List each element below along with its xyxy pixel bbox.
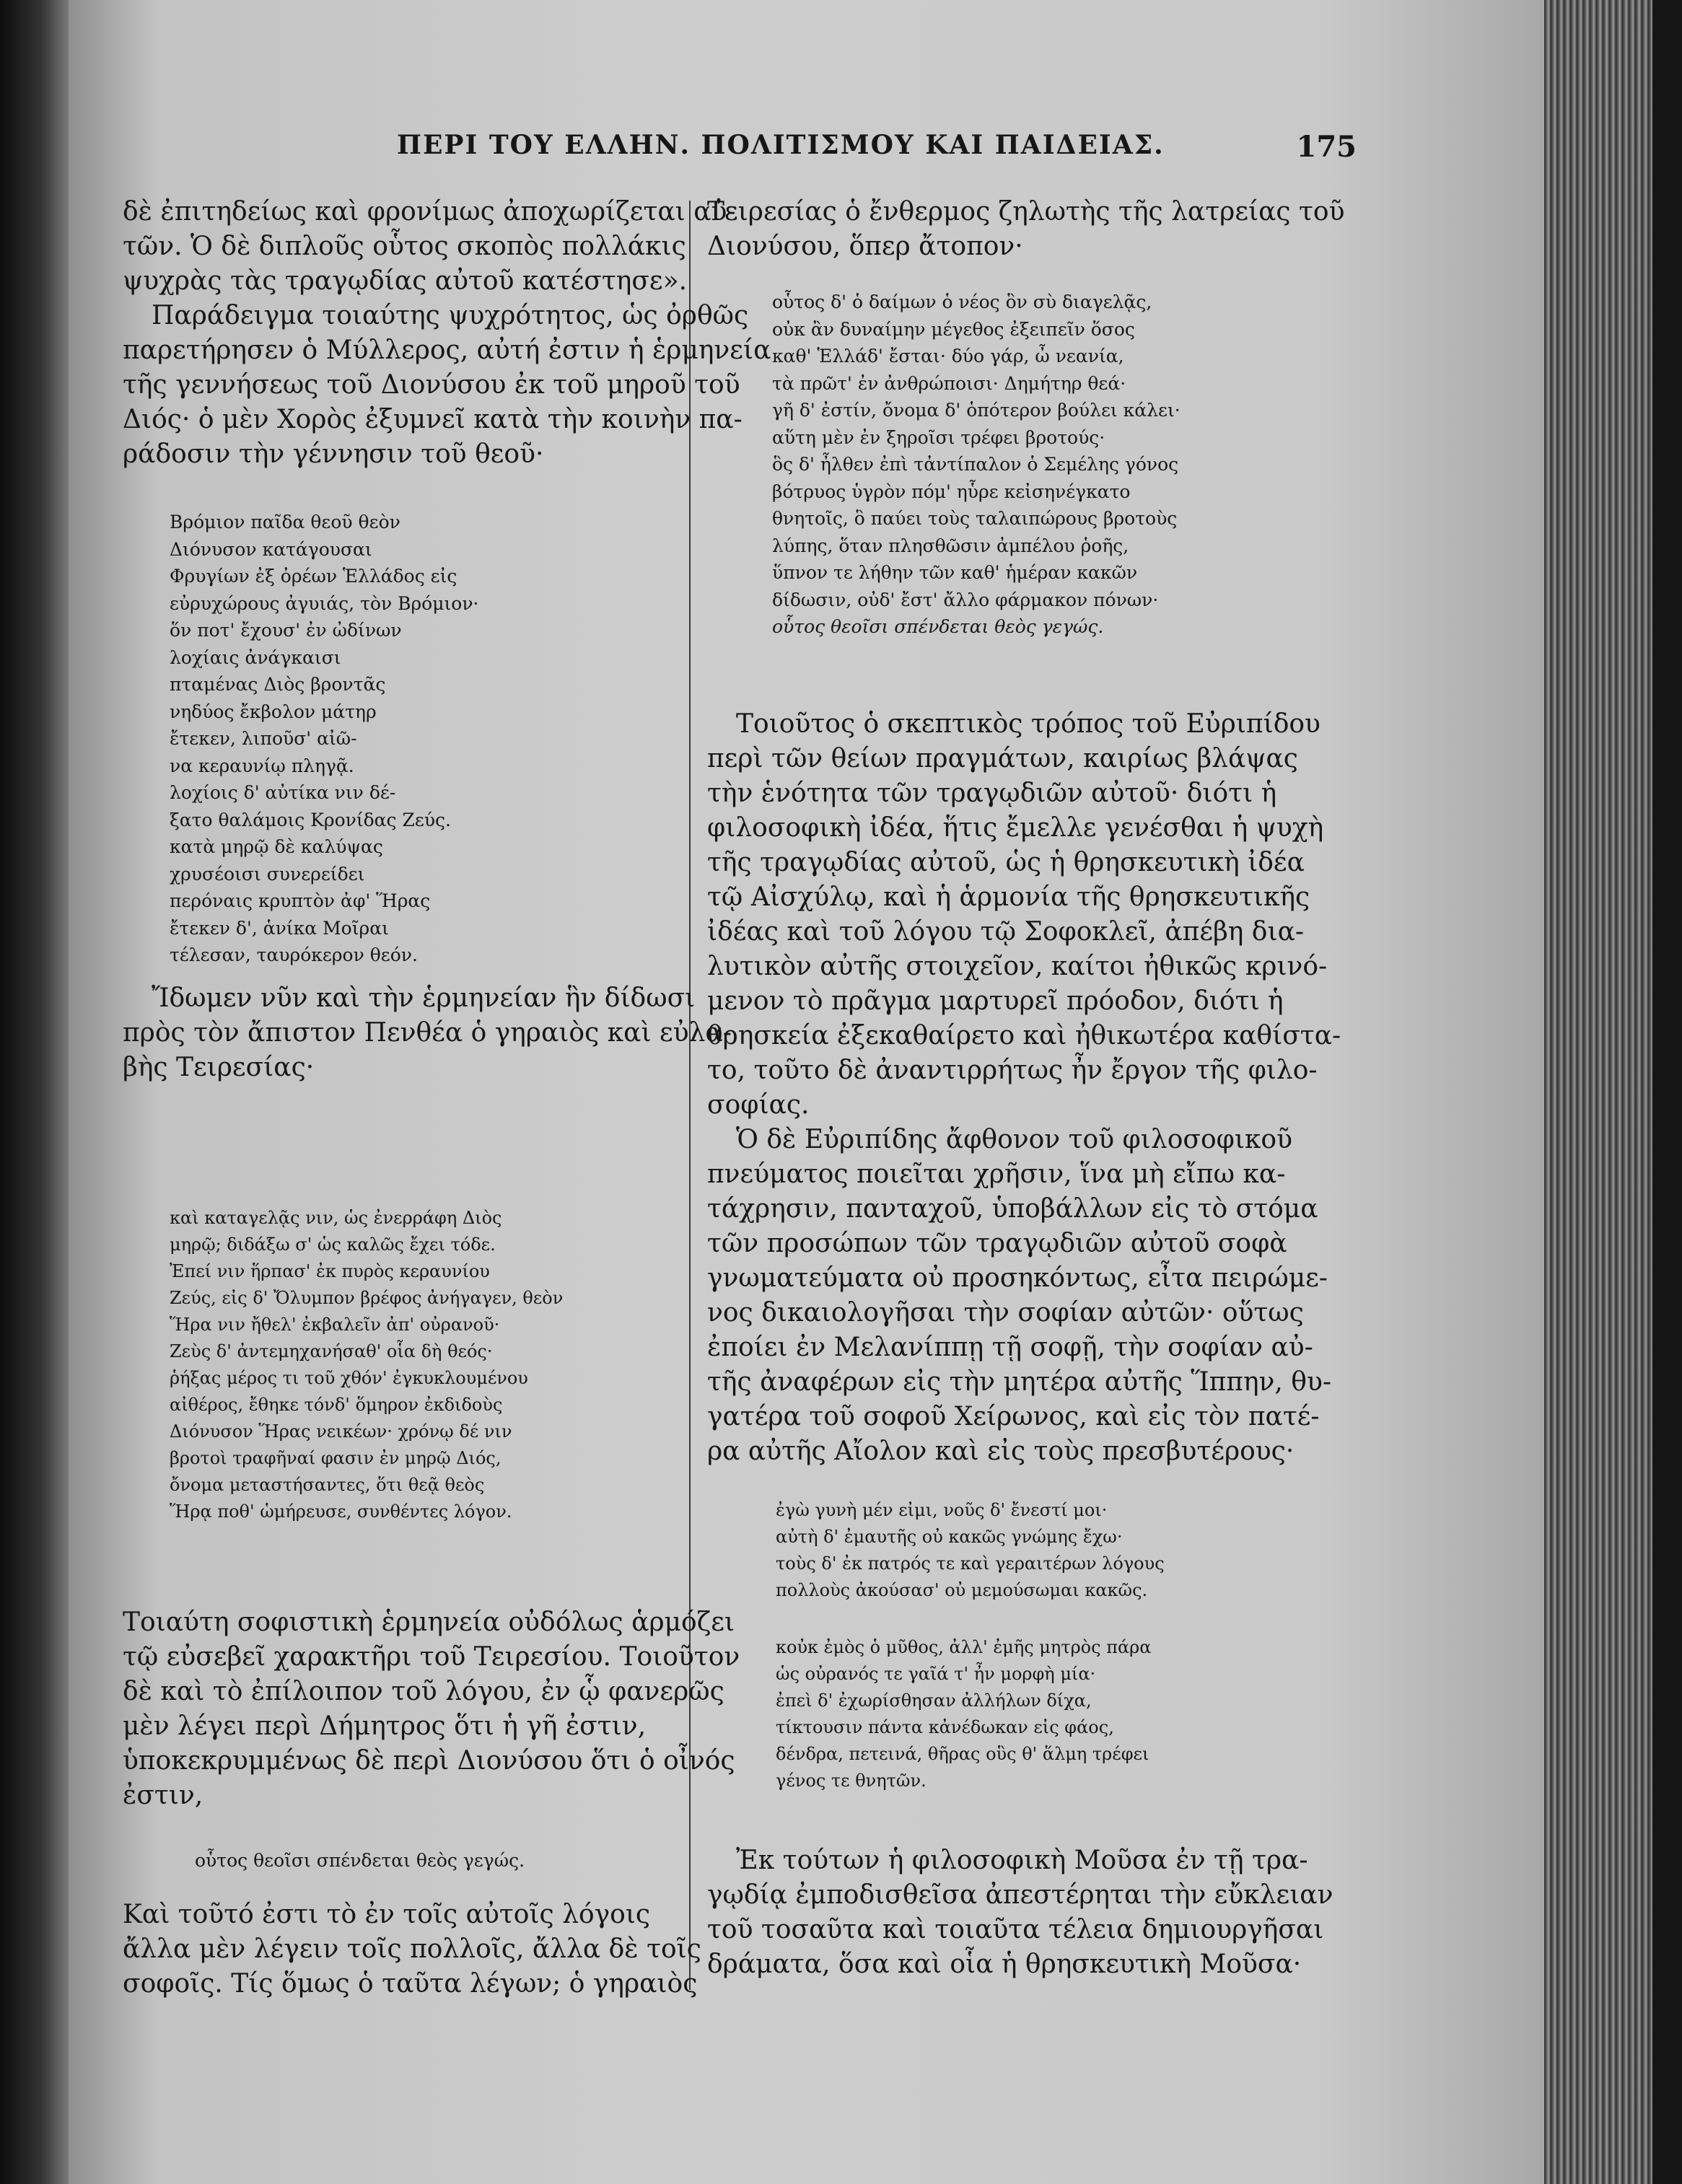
paragraph: [707, 1123, 1331, 1469]
text-line: λυτικὸν αὐτῆς στοιχεῖον, καίτοι ἠθικῶς κρινό-: [707, 952, 1328, 981]
text-line: Ἴδωμεν νῦν καὶ τὴν ἑρμηνείαν ἣν δίδωσι: [152, 983, 696, 1013]
text-line: βὴς Τειρεσίας·: [123, 1053, 315, 1082]
paragraph: [123, 1898, 701, 2001]
verse-line: τοὺς δ' ἐκ πατρός τε καὶ γεραιτέρων λόγους: [776, 1553, 1165, 1574]
verse-line: πολλοὺς ἀκούσασ' οὐ μεμούσωμαι κακῶς.: [776, 1580, 1148, 1600]
verse-line: καθ' Ἑλλάδ' ἔσται· δύο γάρ, ὦ νεανία,: [772, 346, 1124, 367]
verse-line: γῆ δ' ἐστίν, ὄνομα δ' ὁπότερον βούλει κάλει·: [772, 400, 1181, 421]
verse-line: οὐκ ἂν δυναίμην μέγεθος ἐξειπεῖν ὅσος: [772, 318, 1135, 340]
text-line: Διονύσου, ὅπερ ἄτοπον·: [707, 232, 1023, 261]
running-title: ΠΕΡΙ ΤΟΥ ΕΛΛΗΝ. ΠΟΛΙΤΙΣΜΟΥ ΚΑΙ ΠΑΙΔΕΙΑΣ.: [397, 130, 1165, 160]
verse-line: Βρόμιον παῖδα θεοῦ θεὸν: [170, 512, 400, 532]
verse-line: Ἥρα νιν ἤθελ' ἐκβαλεῖν ἀπ' οὐρανοῦ·: [170, 1315, 500, 1335]
verse-line: τέλεσαν, ταυρόκερον θεόν.: [170, 944, 418, 965]
text-line: δὲ καὶ τὸ ἐπίλοιπον τοῦ λόγου, ἐν ᾧ φανερῶς: [123, 1677, 724, 1706]
text-line: Ἐκ τούτων ἡ φιλοσοφικὴ Μοῦσα ἐν τῇ τρα-: [736, 1846, 1308, 1875]
verse-line: αὐτὴ δ' ἐμαυτῆς οὐ κακῶς γνώμης ἔχω·: [776, 1527, 1123, 1547]
text-line: ρα αὐτῆς Αἴολον καὶ εἰς τοὺς πρεσβυτέρους·: [707, 1437, 1295, 1466]
verse-line: λοχίοις δ' αὐτίκα νιν δέ-: [170, 782, 396, 803]
text-line: τῷ εὐσεβεῖ χαρακτῆρι τοῦ Τειρεσίου. Τοιοῦτον: [123, 1642, 740, 1672]
verse-line: ὃς δ' ἦλθεν ἐπὶ τἀντίπαλον ὁ Σεμέλης γόνος: [772, 454, 1179, 475]
text-line: γνωματεύματα οὐ προσηκόντως, εἶτα πειρώμε-: [707, 1263, 1328, 1293]
verse-line: οὗτος θεοῖσι σπένδεται θεὸς γεγώς.: [195, 1850, 525, 1871]
page-number: 175: [1296, 130, 1357, 164]
verse-line: πταμένας Διὸς βροντᾶς: [170, 674, 386, 695]
text-line: ἐστιν,: [123, 1781, 203, 1810]
text-line: περὶ τῶν θείων πραγμάτων, καιρίως βλάψας: [707, 744, 1298, 773]
text-line: ψυχρὰς τὰς τραγῳδίας αὐτοῦ κατέστησε».: [123, 266, 688, 296]
text-line: γατέρα τοῦ σοφοῦ Χείρωνος, καὶ εἰς τὸν πατέ-: [707, 1402, 1320, 1431]
text-line: τῷ Αἰσχύλῳ, καὶ ἡ ἁρμονία τῆς θρησκευτικῆς: [707, 882, 1310, 912]
verse-line: αὕτη μὲν ἐν ξηροῖσι τρέφει βροτούς·: [772, 426, 1105, 448]
verse-line: περόναις κρυπτὸν ἀφ' Ἥρας: [170, 890, 431, 911]
paragraph: [123, 981, 732, 1085]
paragraph: [707, 195, 1344, 264]
text-line: παρετήρησεν ὁ Μύλλερος, αὐτή ἐστιν ἡ ἑρμηνεία: [123, 336, 771, 365]
text-line: τάχρησιν, πανταχοῦ, ὑποβάλλων εἰς τὸ στόμα: [707, 1194, 1318, 1224]
verse-line: μηρῷ; διδάξω σ' ὡς καλῶς ἔχει τόδε.: [170, 1234, 496, 1255]
verse-line: ὡς οὐρανός τε γαῖά τ' ἦν μορφὴ μία·: [776, 1664, 1096, 1684]
verse-line: ῥήξας μέρος τι τοῦ χθόν' ἐγκυκλουμένου: [170, 1368, 528, 1388]
text-line: πρὸς τὸν ἄπιστον Πενθέα ὁ γηραιὸς καὶ εὐλα-: [123, 1018, 732, 1048]
verse-line: ἐγὼ γυνὴ μέν εἰμι, νοῦς δ' ἔνεστί μοι·: [776, 1500, 1108, 1520]
text-line: πνεύματος ποιεῖται χρῆσιν, ἵνα μὴ εἴπω κα-: [707, 1159, 1286, 1189]
text-line: φιλοσοφικὴ ἰδέα, ἥτις ἔμελλε γενέσθαι ἡ ψυχὴ: [707, 813, 1324, 843]
text-line: δράματα, ὅσα καὶ οἷα ἡ θρησκευτικὴ Μοῦσα·: [707, 1950, 1302, 1979]
text-line: τὴν ἑνότητα τῶν τραγῳδιῶν αὐτοῦ· διότι ἡ: [707, 779, 1277, 808]
verse-line: να κεραυνίῳ πληγᾷ.: [170, 755, 354, 776]
paragraph: [707, 707, 1341, 1123]
text-line: ἄλλα μὲν λέγειν τοῖς πολλοῖς, ἄλλα δὲ τοῖς: [123, 1934, 701, 1964]
paragraph: [707, 1843, 1333, 1982]
text-line: σοφοῖς. Τίς ὅμως ὁ ταῦτα λέγων; ὁ γηραιὸς: [123, 1969, 698, 1999]
text-line: τῆς γεννήσεως τοῦ Διονύσου ἐκ τοῦ μηροῦ τοῦ: [123, 370, 740, 400]
verse-line: Διόνυσον κατάγουσαι: [170, 538, 372, 560]
verse-line: νηδύος ἔκβολον μάτηρ: [170, 701, 377, 722]
verse-line: τίκτουσιν πάντα κἀνέδωκαν εἰς φάος,: [776, 1717, 1114, 1737]
verse-line: ξατο θαλάμοις Κρονίδας Ζεύς.: [170, 809, 451, 830]
paragraph: [123, 1605, 740, 1813]
verse-line: δίδωσιν, οὐδ' ἔστ' ἄλλο φάρμακον πόνων·: [772, 589, 1159, 610]
text-line: Τοιαύτη σοφιστικὴ ἑρμηνεία οὐδόλως ἁρμόζει: [123, 1608, 735, 1637]
verse-line: ἔτεκεν δ', ἁνίκα Μοῖραι: [170, 917, 389, 939]
verse-line: Φρυγίων ἐξ ὀρέων Ἑλλάδος εἰς: [170, 566, 457, 587]
text-line: ὑποκεκρυμμένως δὲ περὶ Διονύσου ὅτι ὁ οἶνός: [123, 1746, 735, 1776]
text-line: γῳδίᾳ ἐμποδισθεῖσα ἀπεστέρηται τὴν εὔκλειαν: [707, 1880, 1333, 1910]
verse-line: χρυσέοισι συνερείδει: [170, 863, 365, 885]
verse-line: Ζεὺς δ' ἀντεμηχανήσαθ' οἷα δὴ θεός·: [170, 1341, 493, 1361]
paragraph: [123, 195, 771, 472]
verse-line: αἰθέρος, ἔθηκε τόνδ' ὅμηρον ἐκδιδοὺς: [170, 1395, 503, 1415]
text-line: νος δικαιολογῆσαι τὴν σοφίαν αὐτῶν· οὕτως: [707, 1298, 1304, 1328]
verse-line: θνητοῖς, ὃ παύει τοὺς ταλαιπώρους βροτοὺς: [772, 508, 1178, 529]
verse-line: τὰ πρῶτ' ἐν ἀνθρώποισι· Δημήτηρ θεά·: [772, 372, 1126, 394]
verse-line: Ζεύς, εἰς δ' Ὄλυμπον βρέφος ἀνήγαγεν, θεὸν: [170, 1288, 564, 1308]
verse-line: κοὐκ ἐμὸς ὁ μῦθος, ἀλλ' ἐμῆς μητρὸς πάρα: [776, 1637, 1152, 1657]
verse-line: δένδρα, πετεινά, θῆρας οὓς θ' ἅλμη τρέφει: [776, 1744, 1149, 1764]
text-line: Παράδειγμα τοιαύτης ψυχρότητος, ὡς ὀρθῶς: [152, 301, 749, 330]
verse-line: βότρυος ὑγρὸν πόμ' ηὗρε κεἰσηνέγκατο: [772, 481, 1131, 502]
book-page: [69, 0, 1544, 2184]
verse-line: οὗτος θεοῖσι σπένδεται θεὸς γεγώς.: [772, 616, 1104, 637]
text-line: το, τοῦτο δὲ ἀναντιρρήτως ἦν ἔργον τῆς φιλο-: [707, 1056, 1318, 1085]
verse-quotation: [776, 1634, 1152, 1794]
verse-line: ἔτεκεν, λιποῦσ' αἰῶ-: [170, 728, 357, 749]
verse-line: βροτοὶ τραφῆναί φασιν ἐν μηρῷ Διός,: [170, 1448, 501, 1468]
text-line: Διός· ὁ μὲν Χορὸς ἐξυμνεῖ κατὰ τὴν κοινὴν πα-: [123, 405, 743, 434]
verse-line: ὕπνον τε λήθην τῶν καθ' ἡμέραν κακῶν: [772, 562, 1138, 583]
verse-line: ὅν ποτ' ἔχουσ' ἐν ὠδίνων: [170, 620, 402, 641]
text-line: τῆς ἀναφέρων εἰς τὴν μητέρα αὐτῆς Ἵππην, θυ-: [707, 1367, 1332, 1397]
text-line: τοῦ τοσαῦτα καὶ τοιαῦτα τέλεια δημιουργῆσαι: [707, 1915, 1324, 1944]
verse-line: καὶ καταγελᾷς νιν, ὡς ἐνερράφη Διὸς: [170, 1208, 502, 1228]
verse-line: ἐπεὶ δ' ἐχωρίσθησαν ἀλλήλων δίχα,: [776, 1690, 1092, 1711]
verse-line: εὐρυχώρους ἀγυιάς, τὸν Βρόμιον·: [170, 592, 479, 614]
verse-quotation: [170, 509, 478, 969]
book-cover-edge: [1652, 0, 1682, 2184]
text-line: ἐποίει ἐν Μελανίππῃ τῇ σοφῇ, τὴν σοφίαν αὐ-: [707, 1333, 1313, 1362]
verse-line: Διόνυσον Ἥρας νεικέων· χρόνῳ δέ νιν: [170, 1421, 512, 1442]
verse-line: Ἐπεί νιν ἥρπασ' ἐκ πυρὸς κεραυνίου: [170, 1261, 490, 1281]
text-line: τῶν. Ὁ δὲ διπλοῦς οὗτος σκοπὸς πολλάκις: [123, 232, 686, 261]
verse-line: γένος τε θνητῶν.: [776, 1771, 927, 1791]
verse-quotation: [170, 1205, 563, 1525]
verse-line: λοχίαις ἀνάγκαισι: [170, 646, 341, 668]
verse-line: οὗτος δ' ὁ δαίμων ὁ νέος ὃν σὺ διαγελᾷς,: [772, 291, 1152, 312]
text-line: τῆς τραγῳδίας αὐτοῦ, ὡς ἡ θρησκευτικὴ ἰδέα: [707, 848, 1305, 877]
text-line: ἰδέας καὶ τοῦ λόγου τῷ Σοφοκλεῖ, ἀπέβη δια-: [707, 917, 1305, 947]
text-line: τῶν προσώπων τῶν τραγῳδιῶν αὐτοῦ σοφὰ: [707, 1229, 1287, 1258]
verse-line: ὄνομα μεταστήσαντες, ὅτι θεᾷ θεὸς: [170, 1475, 485, 1495]
text-line: Ὁ δὲ Εὐριπίδης ἄφθονον τοῦ φιλοσοφικοῦ: [736, 1125, 1292, 1154]
verse-line: κατὰ μηρῷ δὲ καλύψας: [170, 836, 383, 857]
verse-line: λύπης, ὅταν πλησθῶσιν ἀμπέλου ῥοῆς,: [772, 535, 1129, 556]
text-line: σοφίας.: [707, 1090, 810, 1120]
text-line: Τειρεσίας ὁ ἔνθερμος ζηλωτὴς τῆς λατρείας τοῦ: [707, 197, 1345, 227]
book-gutter: [0, 0, 69, 2184]
verse-line: Ἥρᾳ ποθ' ὡμήρευσε, συνθέντες λόγον.: [170, 1501, 512, 1522]
text-line: μὲν λέγει περὶ Δήμητρος ὅτι ἡ γῆ ἐστιν,: [123, 1711, 647, 1741]
verse-quotation: [776, 1497, 1165, 1604]
text-line: θρησκεία ἐξεκαθαίρετο καὶ ἠθικωτέρα καθίστα-: [707, 1021, 1341, 1051]
text-line: δὲ ἐπιτηδείως καὶ φρονίμως ἀποχωρίζεται αὐ-: [123, 197, 736, 227]
text-line: μενον τὸ πρᾶγμα μαρτυρεῖ πρόοδον, διότι ἡ: [707, 986, 1284, 1016]
text-line: Τοιοῦτος ὁ σκεπτικὸς τρόπος τοῦ Εὐριπίδου: [736, 709, 1320, 739]
verse-quotation: [195, 1847, 525, 1874]
verse-quotation: [772, 289, 1181, 641]
text-line: Καὶ τοῦτό ἐστι τὸ ἐν τοῖς αὐτοῖς λόγοις: [123, 1900, 651, 1929]
page-header: [397, 130, 1357, 173]
text-line: ράδοσιν τὴν γέννησιν τοῦ θεοῦ·: [123, 439, 544, 469]
